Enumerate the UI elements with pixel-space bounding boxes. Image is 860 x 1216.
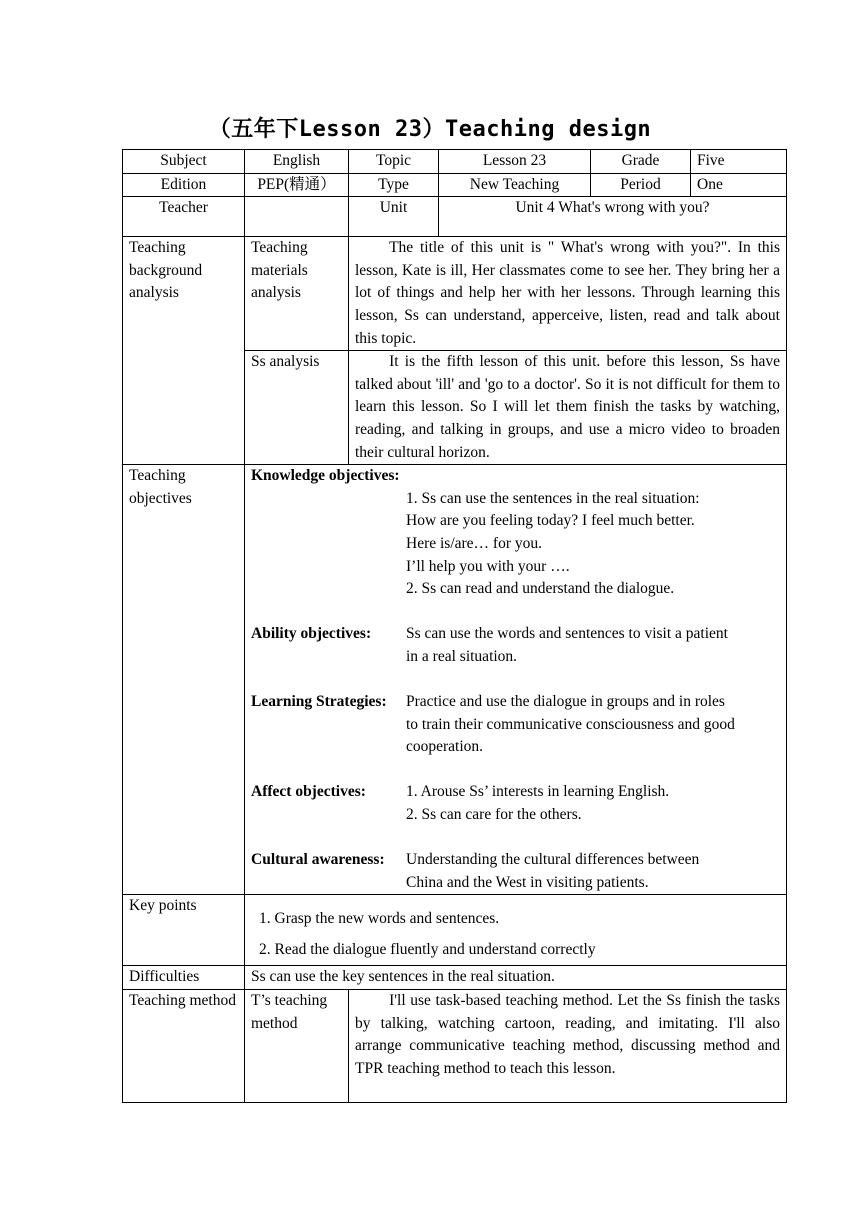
knowledge-line: I’ll help you with your …. bbox=[406, 557, 570, 575]
strategies-line: to train their communicative consciousness and good bbox=[406, 715, 735, 733]
edition-value: PEP(精通） bbox=[245, 173, 349, 197]
objectives-label: Teaching objectives bbox=[123, 465, 245, 895]
edition-label: Edition bbox=[123, 173, 245, 197]
difficulties-row bbox=[123, 966, 787, 990]
method-sub-label: T’s teaching method bbox=[245, 990, 349, 1103]
ss-text: It is the fifth lesson of this unit. before this lesson, Ss have talked about 'ill' and 'go to a doctor'. So it is not difficult for them to learn this lesson. So I will let them finish the tasks by watching, reading, and talking in groups, and use a micro video to broaden their cultural horizon. bbox=[349, 351, 787, 465]
ability-label: Ability objectives: bbox=[251, 625, 372, 643]
strategies-label: Learning Strategies: bbox=[251, 693, 387, 711]
ability-line: Ss can use the words and sentences to visit a patient bbox=[406, 625, 728, 643]
strategies-line: Practice and use the dialogue in groups and in roles bbox=[406, 693, 725, 711]
difficulties-text: Ss can use the key sentences in the real situation. bbox=[245, 966, 787, 990]
page-title: （五年下Lesson 23）Teaching design bbox=[208, 117, 652, 142]
key-points-label: Key points bbox=[123, 895, 245, 966]
ability-objectives bbox=[251, 623, 780, 646]
objectives-row bbox=[123, 465, 787, 895]
unit-label: Unit bbox=[349, 197, 439, 237]
key-points-row bbox=[123, 895, 787, 966]
knowledge-line: 2. Ss can read and understand the dialogue. bbox=[406, 580, 675, 598]
knowledge-line: How are you feeling today? I feel much better. bbox=[406, 512, 695, 530]
ability-line: in a real situation. bbox=[406, 647, 518, 665]
edition-row bbox=[123, 173, 787, 197]
materials-text: The title of this unit is " What's wrong with you?". In this lesson, Kate is ill, Her classmates come to see her. They bring her a lot of things and help her with her lessons. Through learning this lesson, Ss can understand, apperceive, listen, read and talk about this topic. bbox=[349, 237, 787, 351]
affect-line: 2. Ss can care for the others. bbox=[406, 806, 582, 824]
materials-label: Teaching materials analysis bbox=[245, 237, 349, 351]
teaching-design-table bbox=[122, 149, 787, 1103]
cultural-label: Cultural awareness: bbox=[251, 851, 385, 869]
knowledge-label: Knowledge objectives: bbox=[251, 467, 400, 485]
cultural-line: China and the West in visiting patients. bbox=[406, 873, 649, 891]
affect-label: Affect objectives: bbox=[251, 783, 366, 801]
cultural-awareness bbox=[251, 849, 780, 872]
subject-row bbox=[123, 150, 787, 174]
subject-value: English bbox=[245, 150, 349, 174]
affect-line: 1. Arouse Ss’ interests in learning English. bbox=[406, 783, 670, 801]
objectives-content bbox=[245, 465, 787, 895]
type-label: Type bbox=[349, 173, 439, 197]
materials-row bbox=[123, 237, 787, 351]
subject-label: Subject bbox=[123, 150, 245, 174]
topic-value: Lesson 23 bbox=[439, 150, 591, 174]
strategies-line: cooperation. bbox=[406, 738, 484, 756]
teacher-row bbox=[123, 197, 787, 237]
affect-objectives bbox=[251, 781, 780, 804]
key-points-content bbox=[245, 895, 787, 966]
cultural-line: Understanding the cultural differences between bbox=[406, 851, 700, 869]
strategies-objectives bbox=[251, 691, 780, 714]
period-value: One bbox=[691, 173, 787, 197]
knowledge-line: Here is/are… for you. bbox=[406, 534, 543, 552]
method-row bbox=[123, 990, 787, 1103]
unit-value: Unit 4 What's wrong with you? bbox=[439, 197, 787, 237]
teacher-label: Teacher bbox=[123, 197, 245, 237]
key-point-item: 1. Grasp the new words and sentences. bbox=[259, 910, 500, 928]
difficulties-label: Difficulties bbox=[123, 966, 245, 990]
grade-value: Five bbox=[691, 150, 787, 174]
background-label: Teaching background analysis bbox=[123, 237, 245, 465]
method-label: Teaching method bbox=[123, 990, 245, 1103]
knowledge-line: 1. Ss can use the sentences in the real situation: bbox=[406, 489, 700, 507]
ss-label: Ss analysis bbox=[245, 351, 349, 465]
period-label: Period bbox=[591, 173, 691, 197]
teacher-value bbox=[245, 197, 349, 237]
topic-label: Topic bbox=[349, 150, 439, 174]
key-point-item: 2. Read the dialogue fluently and understand correctly bbox=[259, 941, 596, 959]
grade-label: Grade bbox=[591, 150, 691, 174]
type-value: New Teaching bbox=[439, 173, 591, 197]
method-text: I'll use task-based teaching method. Let the Ss finish the tasks by talking, watching cartoon, reading, and imitating. I'll also arrange communicative teaching method, discussing method and TPR teaching method to teach this lesson. bbox=[349, 990, 787, 1103]
